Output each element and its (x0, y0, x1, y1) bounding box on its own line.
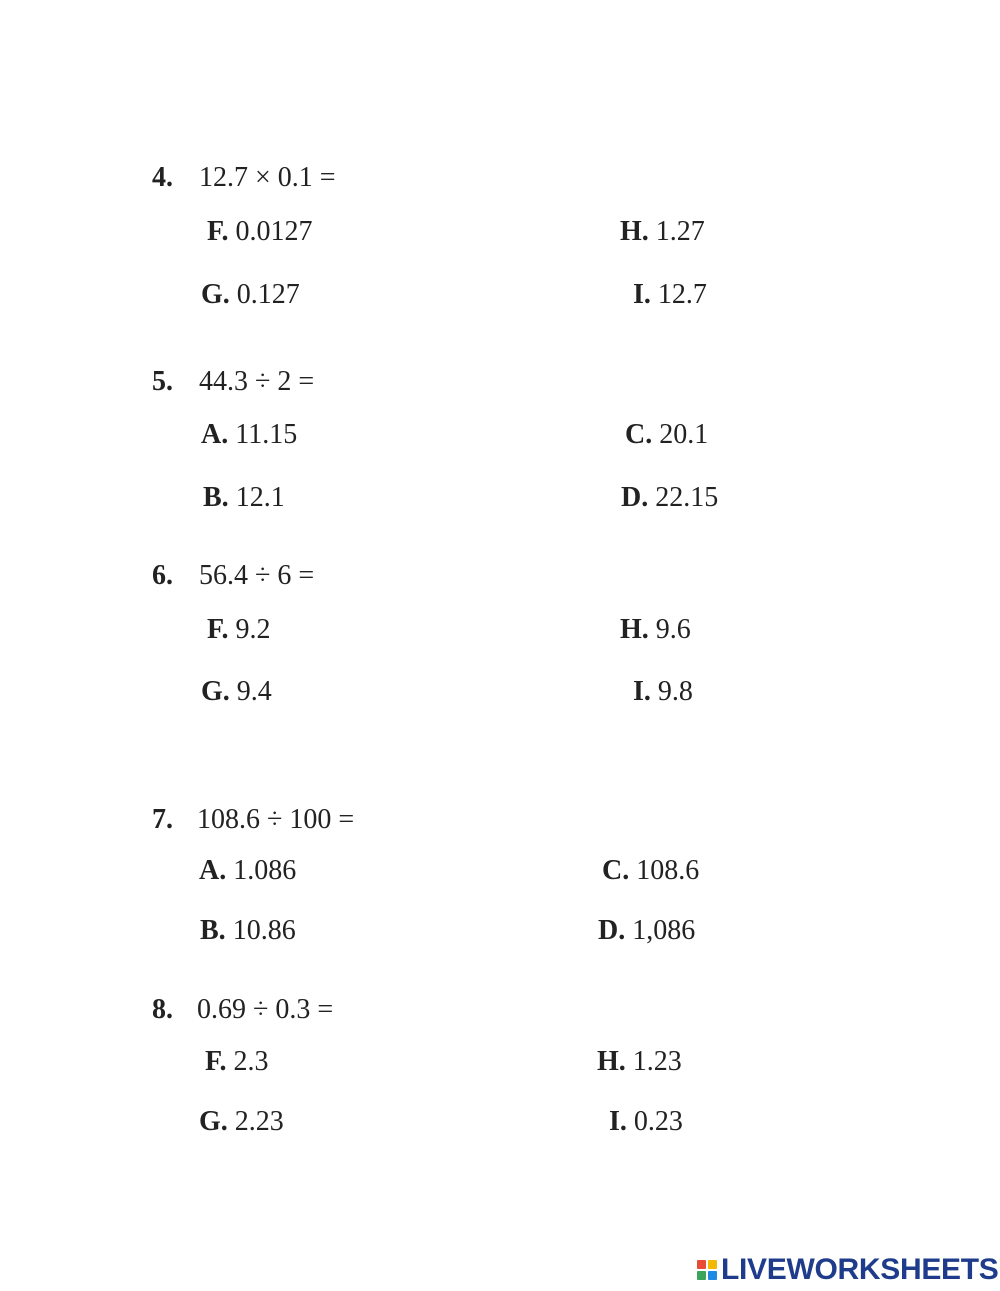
answer-option-h[interactable] (620, 616, 691, 644)
question-number: 5. (152, 366, 173, 397)
option-value: 2.23 (234, 1106, 284, 1137)
question-expression: 108.6 ÷ 100 = (197, 804, 355, 835)
option-letter: I. (633, 279, 651, 310)
option-value: 11.15 (235, 419, 298, 450)
answer-option-d[interactable] (621, 484, 718, 512)
option-letter: H. (597, 1046, 626, 1077)
answer-option-i[interactable] (633, 678, 693, 706)
question-expression: 44.3 ÷ 2 = (199, 366, 315, 397)
liveworksheets-logo (697, 1255, 999, 1285)
option-value: 9.2 (235, 614, 271, 645)
option-value: 0.23 (633, 1106, 683, 1137)
option-letter: I. (633, 676, 651, 707)
answer-option-g[interactable] (201, 678, 272, 706)
option-letter: C. (602, 855, 630, 886)
question-expression: 56.4 ÷ 6 = (199, 560, 315, 591)
logo-text: LIVEWORKSHEETS (721, 1253, 999, 1286)
answer-option-f[interactable] (207, 218, 313, 246)
option-value: 108.6 (636, 855, 700, 886)
logo-block-green (697, 1271, 706, 1280)
answer-option-g[interactable] (201, 281, 300, 309)
option-value: 20.1 (659, 419, 709, 450)
question-number: 7. (152, 804, 173, 835)
option-value: 12.1 (235, 482, 285, 513)
option-letter: F. (207, 614, 229, 645)
option-letter: G. (199, 1106, 228, 1137)
question-number: 6. (152, 560, 173, 591)
option-letter: H. (620, 216, 649, 247)
logo-block-yellow (708, 1260, 717, 1269)
question-expression: 0.69 ÷ 0.3 = (197, 994, 334, 1025)
option-letter: F. (205, 1046, 227, 1077)
answer-option-i[interactable] (609, 1108, 683, 1136)
option-value: 9.6 (655, 614, 691, 645)
option-letter: B. (200, 915, 226, 946)
answer-option-a[interactable] (201, 421, 297, 449)
answer-option-c[interactable] (625, 421, 708, 449)
option-letter: D. (621, 482, 649, 513)
option-value: 0.127 (236, 279, 300, 310)
option-value: 1,086 (632, 915, 696, 946)
option-letter: A. (201, 419, 229, 450)
option-value: 12.7 (657, 279, 707, 310)
answer-option-h[interactable] (597, 1048, 682, 1076)
option-letter: F. (207, 216, 229, 247)
option-value: 2.3 (233, 1046, 269, 1077)
option-letter: I. (609, 1106, 627, 1137)
option-letter: H. (620, 614, 649, 645)
option-letter: C. (625, 419, 653, 450)
question-number: 4. (152, 162, 173, 193)
option-letter: G. (201, 676, 230, 707)
answer-option-g[interactable] (199, 1108, 284, 1136)
option-letter: G. (201, 279, 230, 310)
option-value: 9.8 (657, 676, 693, 707)
answer-option-b[interactable] (203, 484, 285, 512)
option-value: 0.0127 (235, 216, 313, 247)
answer-option-b[interactable] (200, 917, 296, 945)
option-value: 10.86 (232, 915, 296, 946)
option-value: 1.23 (632, 1046, 682, 1077)
question-expression: 12.7 × 0.1 = (199, 162, 336, 193)
answer-option-a[interactable] (199, 857, 296, 885)
answer-option-c[interactable] (602, 857, 699, 885)
option-letter: A. (199, 855, 227, 886)
option-value: 1.27 (655, 216, 705, 247)
option-value: 1.086 (233, 855, 297, 886)
answer-option-f[interactable] (205, 1048, 269, 1076)
answer-option-h[interactable] (620, 218, 705, 246)
answer-option-i[interactable] (633, 281, 707, 309)
question-number: 8. (152, 994, 173, 1025)
option-letter: B. (203, 482, 229, 513)
option-value: 9.4 (236, 676, 272, 707)
logo-block-blue (708, 1271, 717, 1280)
answer-option-f[interactable] (207, 616, 271, 644)
logo-blocks-icon (697, 1260, 717, 1280)
logo-block-red (697, 1260, 706, 1269)
option-letter: D. (598, 915, 626, 946)
option-value: 22.15 (655, 482, 719, 513)
answer-option-d[interactable] (598, 917, 695, 945)
